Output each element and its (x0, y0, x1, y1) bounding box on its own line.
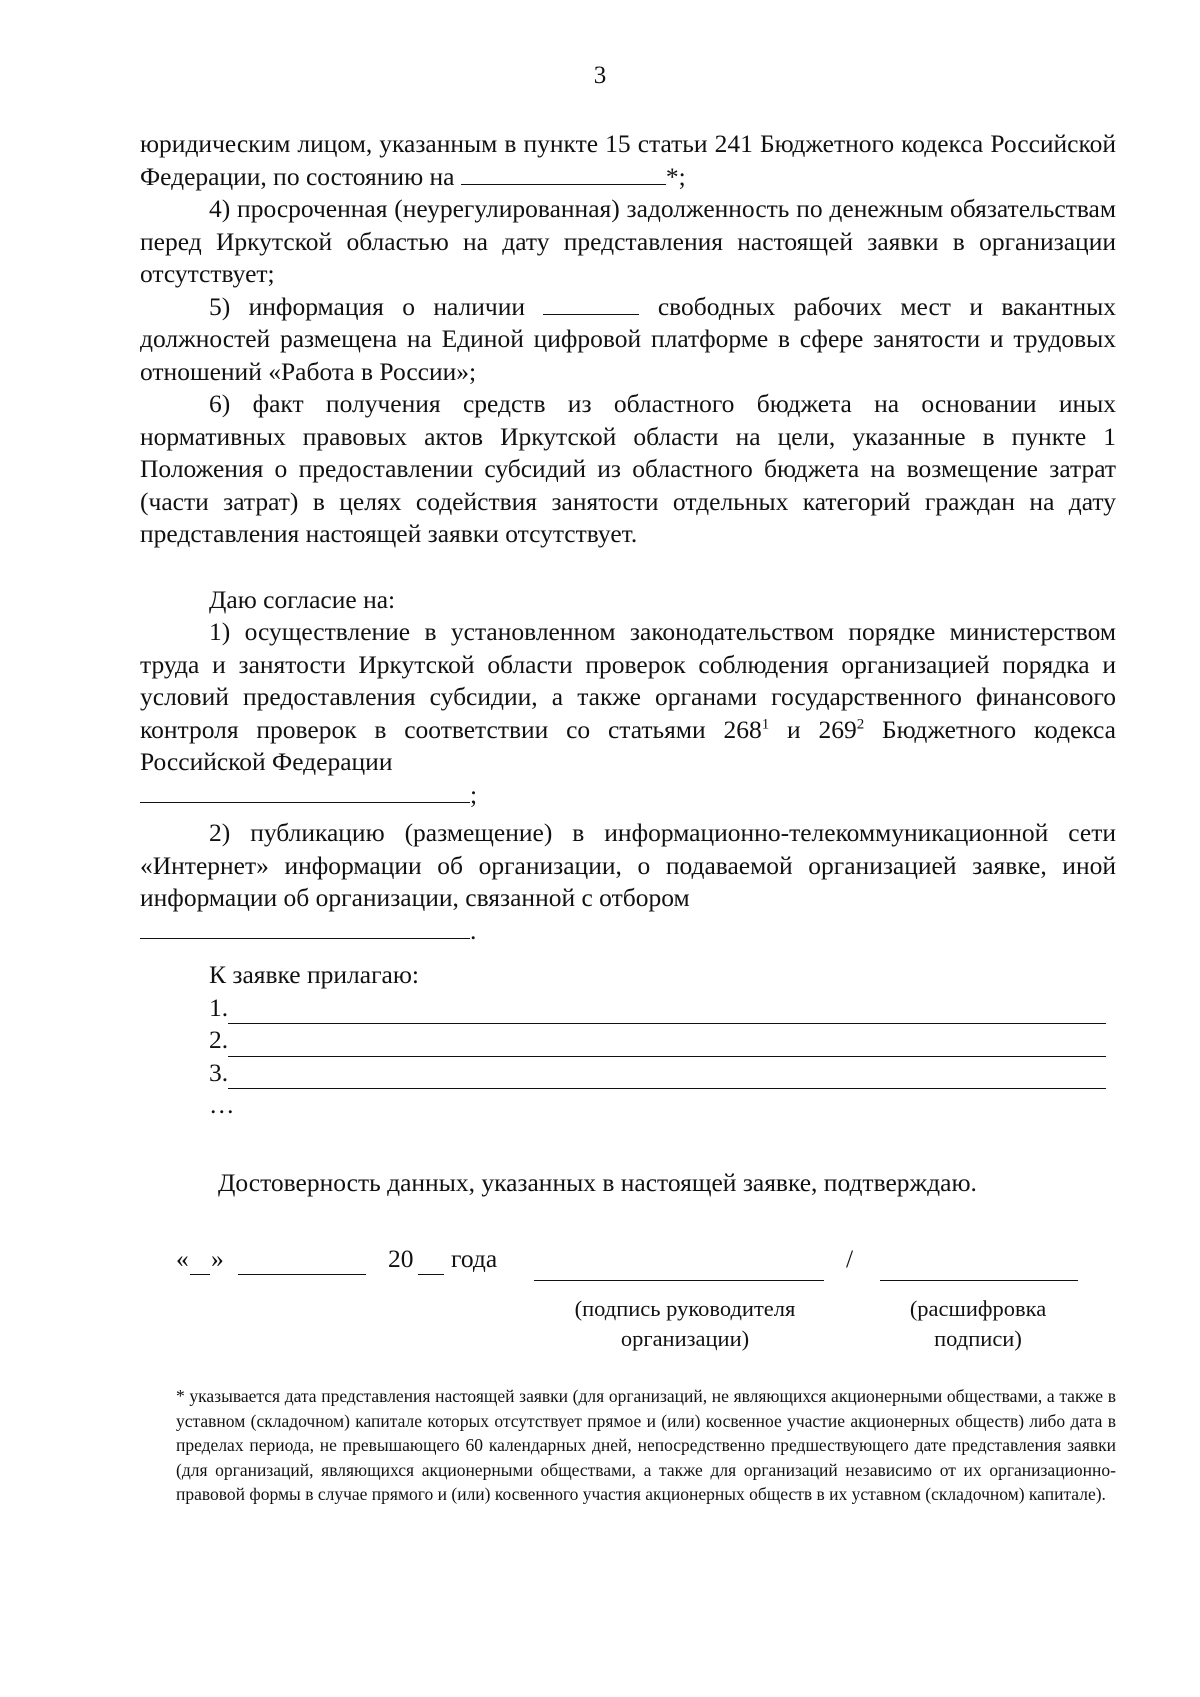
year-word: года (451, 1244, 498, 1273)
attachment-2-blank[interactable] (228, 1034, 1106, 1057)
footnote: * указывается дата представления настоящей заявки (для организаций, не являющихся акционерными обществами, а также в уставном (складочном) капитале которых отсутствует прямое и (или) косвенное участие акционерных обществ) либо дата в пределах периода, не превышающего 60 календарных дней, непосредственно предшествующего дате представления заявки (для организаций, являющихся акционерными обществами, а также для организаций независимо от их организационно-правовой формы в случае прямого и (или) косвенного участия акционерных обществ в их уставном (складочном) капитале). (176, 1386, 1116, 1504)
attachments-heading: К заявке прилагаю: (209, 960, 419, 989)
attachment-1-blank[interactable] (228, 1001, 1106, 1024)
spacer (140, 551, 1116, 584)
consent-item-1: 1) осуществление в установленном законодательством порядке министерством труда и занятости Иркутской области проверок соблюдения организацией порядка и условий предоставления субсидии, а также органами государственного финансового контроля проверок в соответствии со статьями $268^1$ и $269^2$ Бюджетного кодекса Российской Федерации (140, 617, 1116, 776)
year-prefix: 20 (388, 1244, 414, 1273)
paragraph-1: юридическим лицом, указанным в пункте 15 статьи 241 Бюджетного кодекса Российской Федерации, по состоянию на *; (140, 129, 1116, 191)
year-blank[interactable] (418, 1244, 444, 1275)
signature-row (0, 1244, 1200, 1284)
attachment-row-3: 3. (209, 1057, 1116, 1090)
name-decode-blank[interactable] (880, 1250, 1078, 1281)
page-number: 3 (593, 62, 607, 89)
attachment-row-2: 2. (209, 1024, 1116, 1057)
spacer (140, 947, 1116, 959)
confirmation-text: Достоверность данных, указанных в настоящей заявке, подтверждаю. (218, 1168, 977, 1197)
signature-caption: (подпись руководителя организации) (574, 1296, 796, 1351)
date-blank[interactable] (461, 166, 666, 185)
consent-1-blank[interactable] (140, 784, 470, 803)
attachment-3-blank[interactable] (228, 1066, 1106, 1089)
attachments-list (140, 992, 1116, 1122)
month-blank[interactable] (238, 1244, 366, 1275)
consent-item-2: 2) публикацию (размещение) в информационно-телекоммуникационной сети «Интернет» информации об организации, о подаваемой организацией заявке, иной информации об организации, связанной с отбором (140, 818, 1116, 912)
vacancies-count-blank[interactable] (543, 296, 639, 315)
paragraph-item-4: 4) просроченная (неурегулированная) задолженность по денежным обязательствам перед Иркутской областью на дату представления настоящей заявки в организации отсутствует; (140, 194, 1116, 288)
consent-2-blank[interactable] (140, 920, 470, 939)
consent-2-signature-line: . (140, 915, 1116, 948)
document-body (140, 128, 1116, 1122)
decode-caption: (расшифровка подписи) (909, 1296, 1047, 1351)
signature-slash: / (846, 1244, 854, 1273)
quote-close: » (211, 1244, 224, 1273)
attachment-ellipsis: … (209, 1090, 235, 1119)
consent-heading: Даю согласие на: (209, 584, 396, 614)
quote-open: « (176, 1244, 189, 1273)
paragraph-item-5: 5) информация о наличии свободных рабочих мест и вакантных должностей размещена на Единой цифровой платформе в сфере занятости и трудовых отношений «Работа в России»; (140, 291, 1117, 386)
day-blank[interactable] (190, 1244, 210, 1275)
attachment-row-1: 1. (209, 992, 1116, 1025)
paragraph-item-6: 6) факт получения средств из областного бюджета на основании иных нормативных правовых актов Иркутской области на цели, указанные в пункте 1 Положения о предоставлении субсидий из областного бюджета на возмещение затрат (части затрат) в целях содействия занятости отдельных категорий граждан на дату представления настоящей заявки отсутствует. (140, 389, 1116, 548)
signature-blank[interactable] (534, 1250, 824, 1281)
consent-1-signature-line: ; (140, 779, 1116, 812)
